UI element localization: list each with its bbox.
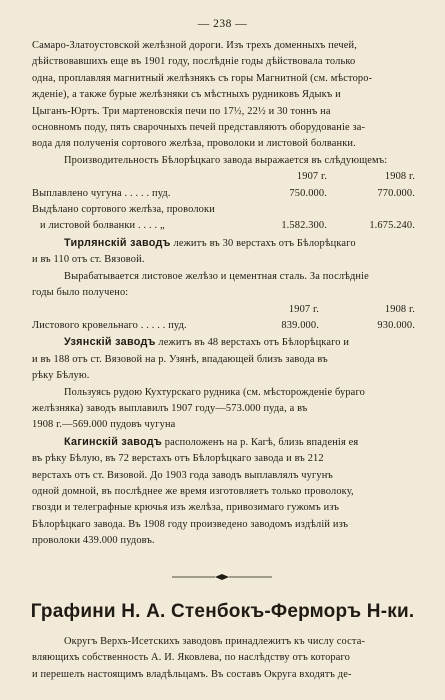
tirlyan-paragraph: Тирлянскій заводъ лежитъ въ 30 верстахъ отъ Бѣлорѣцкаго [64, 236, 356, 249]
year-header: 1907 г. [288, 303, 319, 315]
table-row [32, 186, 415, 202]
row-label: Выдѣлано сортового желѣза, проволоки [32, 204, 215, 216]
table-row [32, 218, 415, 234]
text-line: Цыганъ-Юртъ. Три мартеновскія печи по 17½, 22½ и 30 тоннъ на [32, 105, 331, 117]
row-label: Листового кровельнаго . . . . . пуд. [32, 319, 187, 331]
text-line: Вырабатывается листовое желѣзо и цементная сталь. За послѣдніе [64, 270, 369, 282]
text-line: основномъ поду, пять сварочныхъ печей представляютъ оборудованіе за- [32, 122, 366, 134]
table-row [32, 318, 415, 334]
text-line: Бѣлорѣцкаго завода. Въ 1908 году произведено заводомъ издѣлій изъ [32, 518, 349, 530]
ornamental-divider [172, 573, 272, 581]
main-text [32, 38, 415, 550]
year-header: 1908 г. [384, 171, 415, 183]
text-line: вода для полученія сортового желѣза, проволоки и листовой болванки. [32, 138, 356, 150]
row-value: 770.000. [377, 187, 415, 199]
production-intro: Производительность Бѣлорѣцкаго завода выражается въ слѣдующемъ: [64, 154, 388, 166]
text-line: гвозди и телеграфные крючья изъ желѣза, привозимаго гужомъ изъ [32, 502, 339, 514]
row-value: 1.582.300. [281, 220, 327, 232]
factory-name-uzyan: Узянскій заводъ [64, 336, 156, 349]
row-value: 930.000. [377, 319, 415, 331]
text-line: годы было получено: [32, 287, 129, 299]
row-value: 839.000. [281, 319, 319, 331]
text-line: вляющихъ собственность А. И. Яковлева, по наслѣдству отъ котораго [32, 652, 351, 664]
text-line: рѣку Бѣлую. [32, 370, 90, 382]
text-line: въ рѣку Бѣлую, въ 72 верстахъ отъ Бѣлорѣцкаго завода и въ 212 [32, 453, 324, 465]
text-line: верстахъ отъ ст. Вязовой. До 1903 года заводъ выплавлялъ чугунъ [32, 469, 333, 481]
production-table-tirlyan [32, 302, 415, 335]
row-value: 1.675.240. [369, 220, 415, 232]
text-line: и въ 110 отъ ст. Вязовой. [32, 254, 145, 266]
row-label: и листовой болванки . . . . „ [40, 220, 165, 232]
text-line: дѣйствовавшихъ еще въ 1901 году, послѣдніе годы дѣйствовала только [32, 56, 356, 68]
text-line: Округъ Верхъ-Исетскихъ заводовъ принадлежитъ къ числу соста- [64, 636, 366, 647]
row-value: 750.000. [289, 187, 327, 199]
year-header: 1908 г. [384, 303, 415, 315]
page-number: — 238 — [197, 18, 248, 30]
text-line: одной домной, въ послѣднее же время изготовляетъ только проволоку, [32, 485, 354, 497]
table-row [32, 202, 415, 218]
section-title: Графини Н. А. Стенбокъ-Ферморъ Н-ки. [30, 601, 415, 622]
factory-name-kaga: Кагинскій заводъ [64, 435, 162, 448]
production-table-beloretsk [32, 169, 415, 235]
section-text [32, 634, 415, 683]
text-line: жденіе), а также бурые желѣзняки съ мѣстныхъ рудниковъ Ядыкъ и [32, 89, 341, 101]
text-line: одна, проплавляя магнитный желѣзнякъ съ горы Магнитной (см. мѣсторо- [32, 72, 373, 84]
year-header: 1907 г. [296, 171, 327, 183]
kaga-paragraph: Кагинскій заводъ расположенъ на р. Кагѣ, близь впаденія ея [64, 435, 359, 448]
text-line: желѣзняка) заводъ выплавилъ 1907 году—573.000 пуда, а въ [32, 402, 308, 414]
text-line: 1908 г.—569.000 пудовъ чугуна [32, 419, 176, 431]
factory-name-tirlyan: Тирлянскій заводъ [64, 236, 171, 249]
text-line: Пользуясь рудою Кухтурскаго рудника (см. мѣсторожденіе бураго [64, 386, 365, 398]
text-line: проволоки 439.000 пудовъ. [32, 535, 155, 547]
text-line: и перешелъ настоящимъ владѣльцамъ. Въ составъ Округа входятъ де- [32, 668, 352, 680]
uzyan-paragraph: Узянскій заводъ лежитъ въ 48 верстахъ отъ Бѣлорѣцкаго и [64, 336, 350, 349]
text-line: и въ 188 отъ ст. Вязовой на р. Узянѣ, впадающей близъ завода въ [32, 353, 328, 365]
text-line: Самаро-Златоустовской желѣзной дороги. Изъ трехъ доменныхъ печей, [32, 40, 357, 51]
row-label: Выплавлено чугуна . . . . . пуд. [32, 187, 171, 199]
